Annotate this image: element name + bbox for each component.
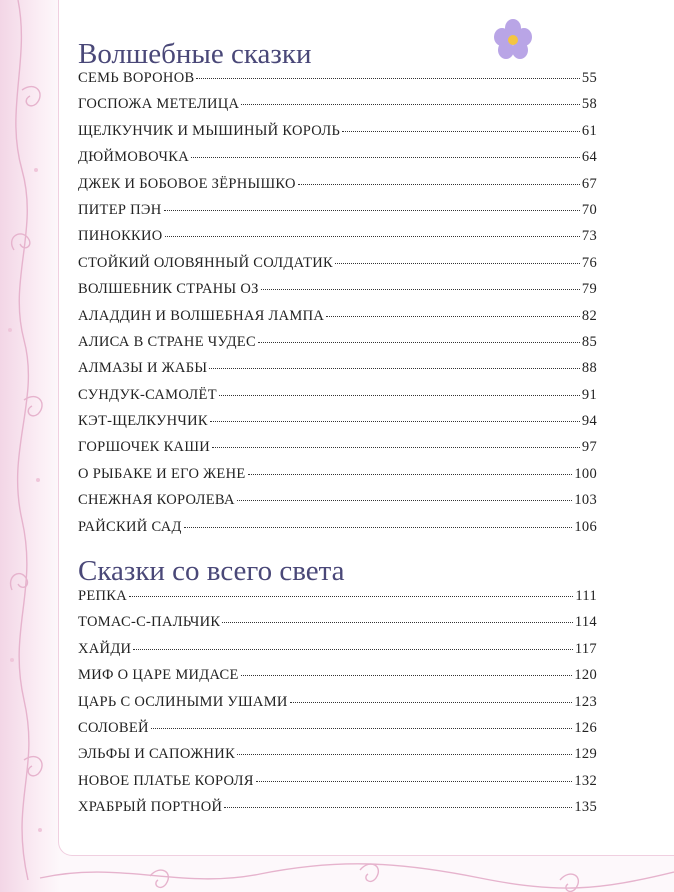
dot-leader	[237, 500, 573, 501]
toc-entry[interactable]: ДЮЙМОВОЧКА 64	[78, 149, 597, 166]
toc-entry[interactable]: ГОРШОЧЕК КАШИ 97	[78, 439, 597, 456]
toc-entry[interactable]: ДЖЕК И БОБОВОЕ ЗЁРНЫШКО 67	[78, 175, 597, 192]
toc-list-world-tales	[78, 588, 597, 826]
dot-leader	[256, 781, 573, 782]
dot-leader	[184, 527, 573, 528]
flower-icon	[491, 18, 535, 62]
toc-entry[interactable]: ЦАРЬ С ОСЛИНЫМИ УШАМИ 123	[78, 693, 597, 710]
dot-leader	[151, 728, 573, 729]
dot-leader	[248, 474, 573, 475]
dot-leader	[258, 342, 580, 343]
toc-entry[interactable]: ПИНОККИО 73	[78, 228, 597, 245]
toc-entry[interactable]: ГОСПОЖА МЕТЕЛИЦА 58	[78, 96, 597, 113]
section-title-magic-tales: Волшебные сказки	[78, 38, 312, 70]
dot-leader	[222, 622, 573, 623]
toc-entry[interactable]: ХРАБРЫЙ ПОРТНОЙ 135	[78, 799, 597, 816]
toc-entry[interactable]: КЭТ-ЩЕЛКУНЧИК 94	[78, 413, 597, 430]
dot-leader	[191, 157, 580, 158]
dot-leader	[342, 131, 580, 132]
dot-leader	[196, 78, 579, 79]
toc-entry[interactable]: СОЛОВЕЙ 126	[78, 719, 597, 736]
dot-leader	[237, 754, 572, 755]
toc-entry[interactable]: ЭЛЬФЫ И САПОЖНИК 129	[78, 746, 597, 763]
dot-leader	[326, 316, 580, 317]
dot-leader	[212, 447, 580, 448]
toc-list-magic-tales	[78, 70, 597, 545]
toc-entry[interactable]: СЕМЬ ВОРОНОВ 55	[78, 70, 597, 86]
dot-leader	[133, 649, 573, 650]
toc-entry[interactable]: ПИТЕР ПЭН 70	[78, 201, 597, 218]
dot-leader	[209, 368, 580, 369]
dot-leader	[129, 596, 573, 597]
toc-entry[interactable]: АЛАДДИН И ВОЛШЕБНАЯ ЛАМПА 82	[78, 307, 597, 324]
toc-entry[interactable]: РЕПКА 111	[78, 588, 597, 604]
toc-entry[interactable]: МИФ О ЦАРЕ МИДАСЕ 120	[78, 667, 597, 684]
dot-leader	[290, 702, 573, 703]
dot-leader	[335, 263, 580, 264]
toc-entry[interactable]: АЛИСА В СТРАНЕ ЧУДЕС 85	[78, 333, 597, 350]
dot-leader	[165, 236, 580, 237]
dot-leader	[164, 210, 580, 211]
dot-leader	[241, 104, 580, 105]
toc-entry[interactable]: РАЙСКИЙ САД 106	[78, 518, 597, 535]
dot-leader	[261, 289, 580, 290]
dot-leader	[224, 807, 572, 808]
toc-entry[interactable]: ЩЕЛКУНЧИК И МЫШИНЫЙ КОРОЛЬ 61	[78, 122, 597, 139]
dot-leader	[210, 421, 580, 422]
dot-leader	[219, 395, 580, 396]
toc-entry[interactable]: АЛМАЗЫ И ЖАБЫ 88	[78, 360, 597, 377]
toc-entry[interactable]: ТОМАС-С-ПАЛЬЧИК 114	[78, 614, 597, 631]
toc-entry[interactable]: СНЕЖНАЯ КОРОЛЕВА 103	[78, 492, 597, 509]
toc-entry[interactable]: НОВОЕ ПЛАТЬЕ КОРОЛЯ 132	[78, 772, 597, 789]
dot-leader	[298, 184, 580, 185]
toc-entry[interactable]: СУНДУК-САМОЛЁТ 91	[78, 386, 597, 403]
toc-entry[interactable]: О РЫБАКЕ И ЕГО ЖЕНЕ 100	[78, 465, 597, 482]
section-title-world-tales: Сказки со всего света	[78, 555, 345, 587]
toc-entry[interactable]: ХАЙДИ 117	[78, 640, 597, 657]
toc-entry[interactable]: ВОЛШЕБНИК СТРАНЫ ОЗ 79	[78, 281, 597, 298]
dot-leader	[241, 675, 573, 676]
vine-ornament-bottom	[0, 850, 674, 892]
toc-entry[interactable]: СТОЙКИЙ ОЛОВЯННЫЙ СОЛДАТИК 76	[78, 254, 597, 271]
